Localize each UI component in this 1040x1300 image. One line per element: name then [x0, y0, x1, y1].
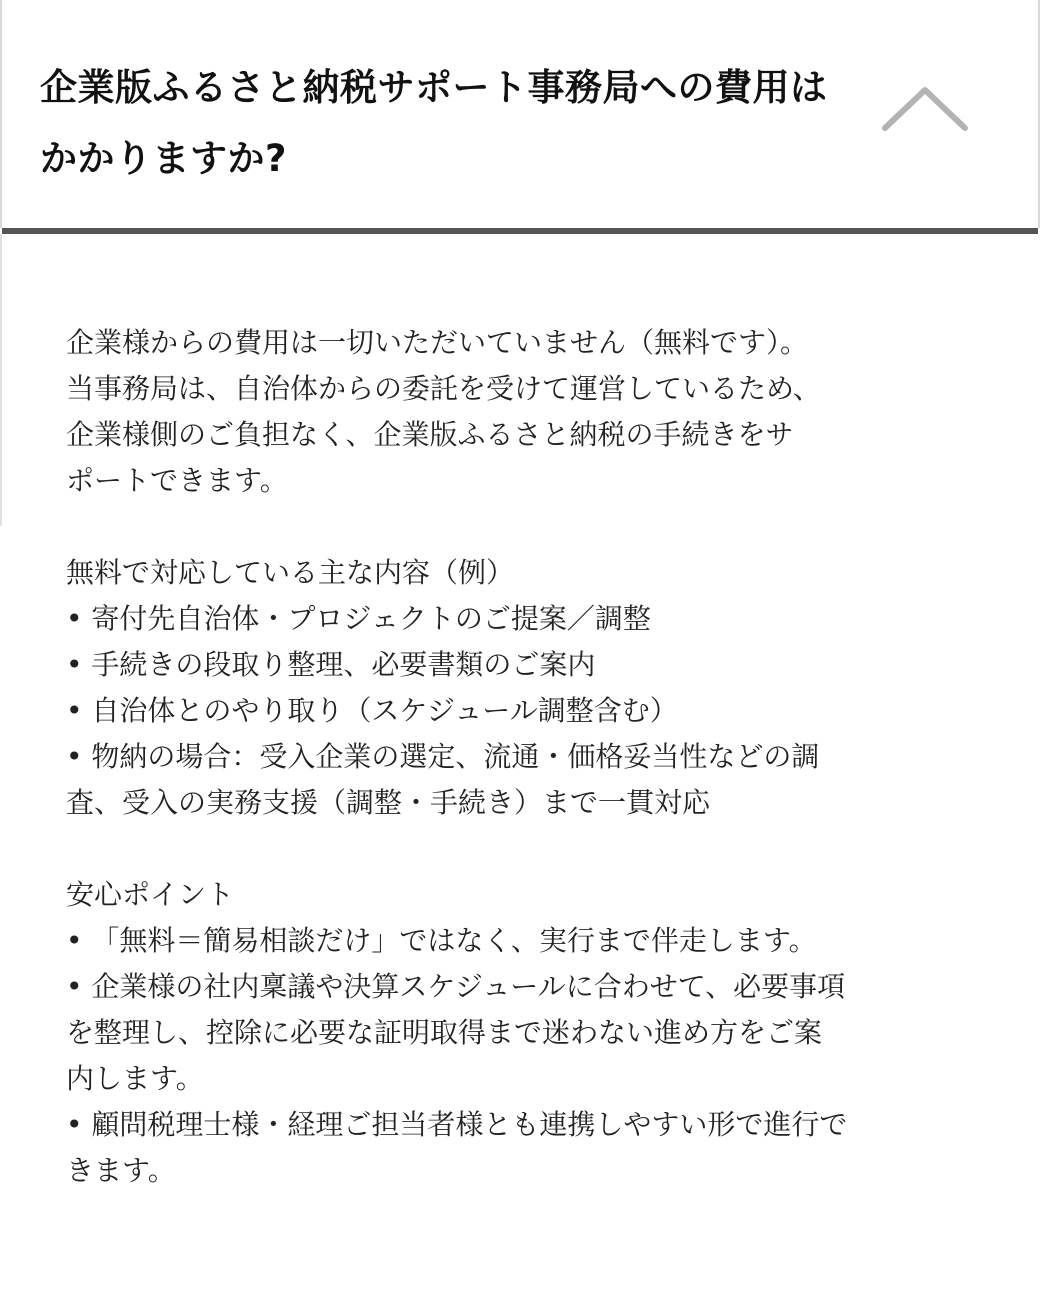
faq-question-text: 企業版ふるさと納税サポート事務局への費用はかかりますか?: [40, 66, 828, 180]
faq-answer: [66, 320, 946, 1194]
answer-free-services-paragraph: 無料で対応している主な内容（例） • 寄付先自治体・プロジェクトのご提案／調整 • 手続きの段取り整理、必要書類のご案内 • 自治体とのやり取り（スケジュール調整含む） • 物納の場合：受入企業の選定、流通・価格妥当性などの調 査、受入の実務支援（調整・手続き）まで一貫対応: [66, 556, 820, 819]
answer-left-border: [0, 234, 2, 526]
answer-assurance-paragraph: 安心ポイント • 「無料＝簡易相談だけ」ではなく、実行まで伴走します。 • 企業様の社内稟議や決算スケジュールに合わせて、必要事項 を整理し、控除に必要な証明取得まで迷わない進め方をご案 内します。 • 顧問税理士様・経理ご担当者様とも連携しやすい形で進行で きます。: [66, 878, 848, 1187]
faq-question-header[interactable]: [0, 0, 1040, 228]
chevron-up-icon[interactable]: [880, 80, 970, 136]
answer-intro-paragraph: 企業様からの費用は一切いただいていません（無料です）。 当事務局は、自治体からの委託を受けて運営しているため、 企業様側のご負担なく、企業版ふるさと納税の手続きをサ ポートできます。: [66, 326, 821, 497]
